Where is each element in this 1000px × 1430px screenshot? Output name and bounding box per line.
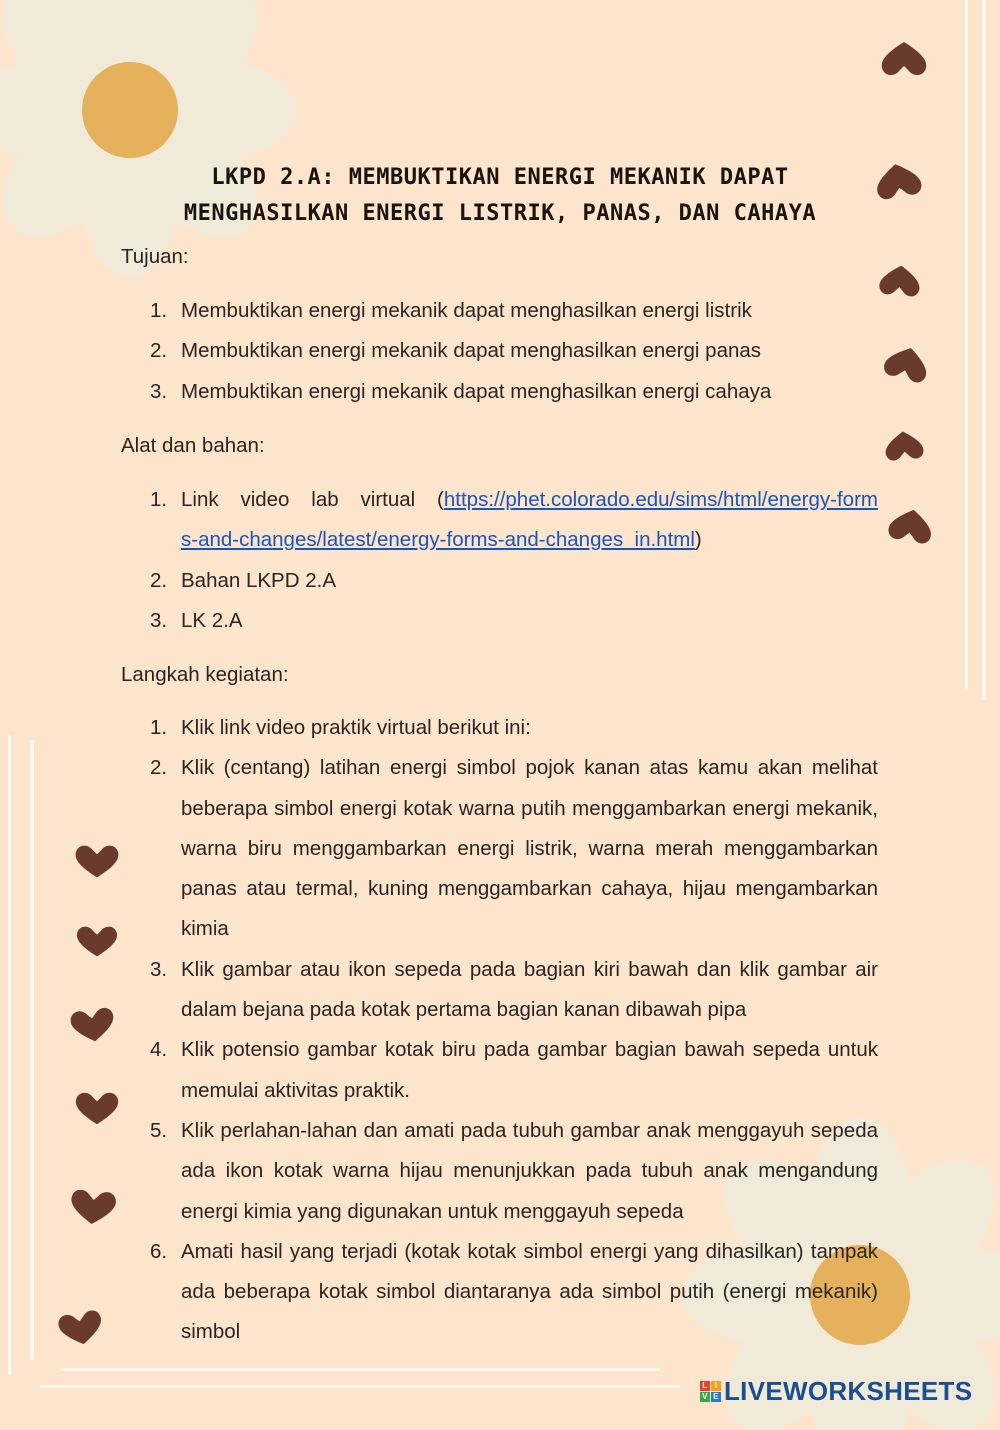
heart-icon bbox=[72, 842, 122, 882]
list-item bbox=[150, 480, 878, 561]
heart-icon bbox=[878, 38, 930, 78]
langkah-list bbox=[150, 708, 878, 1353]
frame-line-bottom bbox=[40, 1385, 680, 1388]
frame-line-top-right bbox=[965, 0, 968, 690]
link-suffix-text: ) bbox=[694, 528, 702, 552]
frame-line-bottom-inner bbox=[60, 1368, 660, 1371]
frame-line-left-outer bbox=[30, 740, 34, 1360]
list-item-text: Amati hasil yang terjadi (kotak kotak simbol energi yang dihasilkan) tampak ada beberapa kotak simbol diantaranya ada simbol putih (energi mekanik) simbol bbox=[181, 1239, 878, 1344]
list-item bbox=[150, 291, 878, 331]
logo-mark-cell: I bbox=[711, 1381, 721, 1391]
list-item bbox=[150, 372, 878, 412]
list-item bbox=[150, 708, 878, 748]
list-item-text: Klik link video praktik virtual berikut ini: bbox=[181, 716, 531, 739]
frame-line-top-right-outer bbox=[982, 0, 986, 700]
list-number: 4. bbox=[150, 1038, 168, 1062]
list-number: 1. bbox=[150, 716, 168, 739]
list-number: 2. bbox=[150, 339, 168, 363]
logo-mark-cell: V bbox=[700, 1392, 710, 1402]
list-number: 2. bbox=[150, 568, 168, 592]
alat-heading: Alat dan bahan: bbox=[121, 434, 265, 457]
page-title bbox=[100, 160, 900, 232]
heart-icon bbox=[878, 428, 930, 462]
list-item-text: Membuktikan energi mekanik dapat menghasilkan energi listrik bbox=[181, 299, 752, 322]
liveworksheets-logo-text: LIVEWORKSHEETS bbox=[724, 1375, 973, 1406]
heart-icon bbox=[874, 262, 926, 298]
page-title-line-2: MENGHASILKAN ENERGI LISTRIK, PANAS, DAN CAHAYA bbox=[183, 201, 817, 226]
list-item bbox=[150, 1030, 878, 1111]
list-number: 3. bbox=[150, 379, 168, 403]
heart-icon bbox=[886, 505, 936, 545]
liveworksheets-mark-icon bbox=[700, 1381, 721, 1402]
list-number: 3. bbox=[150, 957, 168, 981]
alat-list bbox=[150, 480, 878, 641]
list-item-text: Bahan LKPD 2.A bbox=[181, 568, 336, 592]
list-item-text: Klik potensio gambar kotak biru pada gambar bagian bawah sepeda untuk memulai aktivitas praktik. bbox=[181, 1038, 878, 1102]
list-item bbox=[150, 1232, 878, 1353]
list-item bbox=[150, 331, 878, 371]
logo-mark-cell: E bbox=[711, 1392, 721, 1402]
heart-icon bbox=[68, 1006, 118, 1046]
list-item bbox=[150, 601, 878, 641]
heart-icon bbox=[72, 1090, 122, 1128]
list-number: 1. bbox=[150, 299, 168, 322]
link-prefix-text: Link video lab virtual ( bbox=[181, 488, 444, 511]
list-item bbox=[150, 950, 878, 1031]
logo-mark-cell: L bbox=[700, 1381, 710, 1391]
liveworksheets-logo bbox=[700, 1376, 972, 1406]
phet-simulation-link[interactable]: https://phet.colorado.edu/sims/html/energy-forms-and-changes/latest/energy-forms-and-changes_in.html bbox=[181, 488, 878, 552]
tujuan-list bbox=[150, 291, 878, 412]
list-item bbox=[150, 1111, 878, 1232]
heart-icon bbox=[70, 924, 124, 960]
frame-line-left bbox=[8, 735, 11, 1375]
list-number: 6. bbox=[150, 1239, 168, 1263]
list-item bbox=[150, 748, 878, 949]
list-item-text: Klik gambar atau ikon sepeda pada bagian kiri bawah dan klik gambar air dalam bejana pada kotak pertama bagian kanan dibawah pipa bbox=[181, 957, 878, 1022]
list-item-text: Klik perlahan-lahan dan amati pada tubuh gambar anak menggayuh sepeda ada ikon kotak warna hijau menunjukkan pada tubuh anak mengandung energi kimia yang digunakan untuk menggayuh sepeda bbox=[181, 1118, 878, 1223]
list-item-text: Membuktikan energi mekanik dapat menghasilkan energi panas bbox=[181, 339, 762, 363]
list-number: 5. bbox=[150, 1118, 168, 1142]
list-item-text: Membuktikan energi mekanik dapat menghasilkan energi cahaya bbox=[181, 379, 772, 403]
list-item-text: LK 2.A bbox=[181, 608, 243, 632]
heart-icon bbox=[56, 1308, 106, 1350]
heart-icon bbox=[66, 1188, 120, 1228]
list-number: 2. bbox=[150, 756, 168, 780]
list-item-text: Klik (centang) latihan energi simbol pojok kanan atas kamu akan melihat beberapa simbol energi kotak warna putih menggambarkan energi mekanik, warna biru menggambarkan energi listrik, warna merah menggambarkan panas atau termal, kuning menggambarkan cahaya, hijau mengambarkan kimia bbox=[181, 756, 878, 941]
list-item bbox=[150, 561, 878, 601]
tujuan-heading: Tujuan: bbox=[121, 245, 189, 268]
heart-icon bbox=[882, 343, 932, 383]
page-title-line-1: LKPD 2.A: MEMBUKTIKAN ENERGI MEKANIK DAPAT bbox=[211, 165, 789, 190]
list-number: 3. bbox=[150, 608, 168, 632]
list-number: 1. bbox=[150, 488, 168, 511]
langkah-heading: Langkah kegiatan: bbox=[121, 663, 289, 686]
